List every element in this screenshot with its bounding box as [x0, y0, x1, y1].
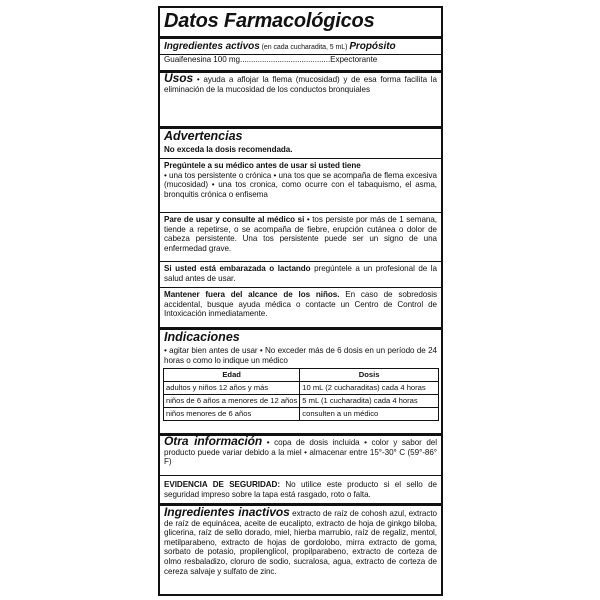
title-rule	[160, 36, 441, 39]
table-row	[164, 408, 439, 421]
evidencia-block	[164, 480, 437, 499]
warning-rule-2	[160, 212, 441, 213]
pare-heading: Pare de usar y consulte al médico si	[164, 215, 305, 224]
ninos-heading: Mantener fuera del alcance de los niños.	[164, 290, 340, 299]
embarazada-heading: Si usted está embarazada o lactando	[164, 264, 311, 273]
pregunte-body: • una tos persistente o crónica • una tos que se acompaña de flema excesiva (mucosidad) • una tos cronica, como ocurre con el tabaquismo, el asma, bronquitis crónica o enfisema	[164, 170, 437, 199]
pregunte-block	[164, 161, 437, 199]
warning-rule-4	[160, 287, 441, 288]
dosis-cell: 10 mL (2 cucharaditas) cada 4 horas	[300, 382, 439, 395]
usos-text	[164, 71, 437, 94]
warning-rule-3	[160, 261, 441, 262]
usos-heading: Usos	[164, 71, 194, 85]
col-edad: Edad	[164, 369, 300, 382]
otra-text	[164, 434, 437, 467]
otra-body: • copa de dosis incluida • color y sabor del producto puede variar debido a la miel • almacenar entre 15°-30° C (59°-86° F)	[164, 438, 437, 467]
otra-heading: Otra información	[164, 434, 263, 448]
dosage-table-header	[164, 369, 439, 382]
ninos-block	[164, 290, 437, 319]
inactivos-heading: Ingredientes inactivos	[164, 505, 290, 519]
evidencia-heading: EVIDENCIA DE SEGURIDAD:	[164, 480, 280, 489]
pare-block	[164, 215, 437, 253]
active-serving-note: (en cada cucharadita, 5 mL)	[259, 44, 350, 51]
col-dosis: Dosis	[300, 369, 439, 382]
active-ingredients-label: Ingredientes activos	[164, 41, 260, 52]
otra-rule-2	[160, 475, 441, 476]
table-row	[164, 395, 439, 408]
edad-cell: niños menores de 6 años	[164, 408, 300, 421]
purpose-label: Propósito	[349, 41, 396, 52]
embarazada-block	[164, 264, 437, 283]
embarazada-body: pregúntele a un profesional de la salud antes de usar.	[164, 264, 437, 283]
indicaciones-text: • agitar bien antes de usar • No exceder más de 6 dosis en un período de 24 horas o como lo indique un médico	[164, 346, 437, 365]
edad-cell: adultos y niños 12 años y más	[164, 382, 300, 395]
advertencias-heading: Advertencias	[164, 129, 243, 143]
dosis-cell: consulten a un médico	[300, 408, 439, 421]
drug-facts-panel	[158, 6, 443, 596]
page-title: Datos Farmacológicos	[164, 10, 375, 32]
inactivos-body: extracto de raíz de cohosh azul, extracto de raíz de equinácea, aceite de eucalipto, extracto de hoja de ginkgo biloba, glicerina, raíz de sello dorado, miel, hierba marrubio, raíz de regaliz, mentol, metilparabeno, extracto de hojas de gordolobo, mirra extracto de goma, sorbato de potasio, propilenglicol, propilparabeno, extracto de corteza de olmo resbaladizo, cloruro de sodio, sucralosa, agua, extracto de corteza de cereza salvaje y sulfato de zinc.	[164, 509, 437, 576]
usos-rule	[160, 70, 441, 73]
warning-rule-1	[160, 158, 441, 159]
dosage-table	[163, 368, 439, 421]
indicaciones-heading: Indicaciones	[164, 330, 240, 344]
active-ingredient-row: Guaifenesina 100 mg.........................................Expectorante	[164, 55, 378, 64]
inactivos-text	[164, 505, 437, 576]
usos-body: • ayuda a aflojar la flema (mucosidad) y de esa forma facilita la eliminación de la mucosidad de los conductos bronquiales	[164, 75, 437, 94]
dosis-cell: 5 mL (1 cucharadita) cada 4 horas	[300, 395, 439, 408]
active-header	[164, 41, 437, 54]
ninos-body: En caso de sobredosis accidental, busque ayuda médica o contacte un Centro de Control de Intoxicación inmediatamente.	[164, 290, 437, 319]
evidencia-body: No utilice este producto si el sello de seguridad impreso sobre la tapa está rasgado, roto o falta.	[164, 480, 437, 499]
edad-cell: niños de 6 años a menores de 12 años	[164, 395, 300, 408]
table-row	[164, 382, 439, 395]
pregunte-heading: Pregúntele a su médico antes de usar si usted tiene	[164, 161, 361, 170]
pare-body: • tos persiste por más de 1 semana, tiende a repetirse, o se acompaña de fiebre, erupción cutánea o dolor de cabeza persistente. Una tos persistente puede ser un signo de una enfermedad grave.	[164, 215, 438, 253]
dosis-warning: No exceda la dosis recomendada.	[164, 145, 293, 154]
